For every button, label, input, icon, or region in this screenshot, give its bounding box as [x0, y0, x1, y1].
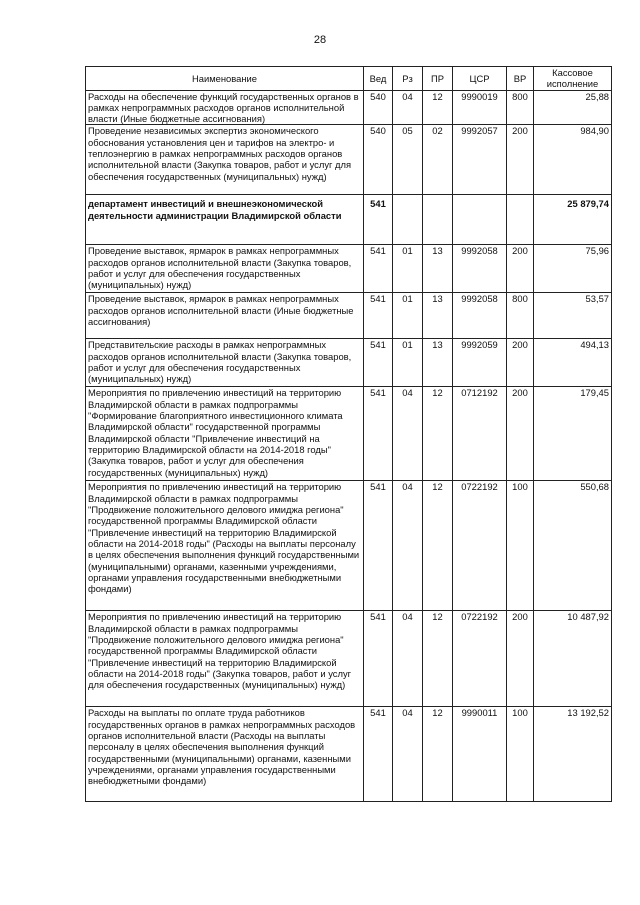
header-ved: Вед — [364, 67, 393, 91]
row-csr: 9992058 — [453, 245, 507, 293]
row-csr: 9992059 — [453, 339, 507, 387]
row-rz: 01 — [393, 293, 423, 339]
row-vr: 200 — [507, 611, 534, 707]
row-rz: 04 — [393, 707, 423, 802]
row-name: Проведение независимых экспертиз экономического обоснования установления цен и тарифов на электро- и теплоэнергию в рамках непрограммных расходов органов исполнительной власти (Закупка товаров, работ и услуг для обеспечения государственных (муниципальных) нужд) — [86, 125, 364, 195]
row-name: Представительские расходы в рамках непрограммных расходов органов исполнительной власти (Закупка товаров, работ и услуг для обеспечения государственных (муниципальных) нужд) — [86, 339, 364, 387]
row-sum: 179,45 — [534, 387, 612, 481]
header-vr: ВР — [507, 67, 534, 91]
table-row — [86, 245, 612, 293]
header-name: Наименование — [86, 67, 364, 91]
row-sum: 25 879,74 — [534, 195, 612, 245]
row-pr: 13 — [423, 293, 453, 339]
row-sum: 53,57 — [534, 293, 612, 339]
row-name: Мероприятия по привлечению инвестиций на территорию Владимирской области в рамках подпрограммы "Продвижение положительного делового имиджа региона" государственной программы Владимирской области "Привлечение инвестиций на территорию Владимирской области на 2014-2018 годы" (Закупка товаров, работ и услуг для обеспечения государственных (муниципальных) нужд) — [86, 611, 364, 707]
row-name: Мероприятия по привлечению инвестиций на территорию Владимирской области в рамках подпрограммы "Формирование благоприятного инвестиционного климата Владимирской области" государственной программы Владимирской области "Привлечение инвестиций на территорию Владимирской области на 2014-2018 годы" (Закупка товаров, работ и услуг для обеспечения государственных (муниципальных) нужд) — [86, 387, 364, 481]
row-ved: 541 — [364, 611, 393, 707]
row-sum: 75,96 — [534, 245, 612, 293]
row-pr: 12 — [423, 611, 453, 707]
row-ved: 541 — [364, 481, 393, 611]
row-pr: 12 — [423, 90, 453, 125]
row-ved: 541 — [364, 339, 393, 387]
table-row-department — [86, 195, 612, 245]
row-pr: 13 — [423, 339, 453, 387]
row-rz: 04 — [393, 90, 423, 125]
budget-table — [85, 66, 612, 802]
row-csr: 9992058 — [453, 293, 507, 339]
row-ved: 541 — [364, 245, 393, 293]
row-rz — [393, 195, 423, 245]
header-pr: ПР — [423, 67, 453, 91]
header-rz: Рз — [393, 67, 423, 91]
table-row — [86, 387, 612, 481]
row-csr: 0722192 — [453, 481, 507, 611]
row-name: департамент инвестиций и внешнеэкономической деятельности администрации Владимирской области — [86, 195, 364, 245]
row-pr: 02 — [423, 125, 453, 195]
table-row — [86, 707, 612, 802]
table-row — [86, 611, 612, 707]
row-rz: 04 — [393, 611, 423, 707]
row-pr: 12 — [423, 707, 453, 802]
table-row — [86, 293, 612, 339]
row-name: Проведение выставок, ярмарок в рамках непрограммных расходов органов исполнительной власти (Закупка товаров, работ и услуг для обеспечения государственных (муниципальных) нужд) — [86, 245, 364, 293]
row-sum: 494,13 — [534, 339, 612, 387]
table-row — [86, 90, 612, 125]
table-row — [86, 481, 612, 611]
row-rz: 04 — [393, 387, 423, 481]
row-vr: 200 — [507, 387, 534, 481]
row-rz: 01 — [393, 245, 423, 293]
row-vr: 800 — [507, 90, 534, 125]
row-csr: 0712192 — [453, 387, 507, 481]
row-ved: 540 — [364, 90, 393, 125]
row-name: Расходы на выплаты по оплате труда работников государственных органов в рамках непрограммных расходов органов исполнительной власти (Расходы на выплаты персоналу в целях обеспечения выполнения функций государственными (муниципальными) органами, казенными учреждениями, органами управления государственными внебюджетными фондами) — [86, 707, 364, 802]
row-sum: 10 487,92 — [534, 611, 612, 707]
row-rz: 01 — [393, 339, 423, 387]
row-sum: 25,88 — [534, 90, 612, 125]
row-vr: 800 — [507, 293, 534, 339]
row-sum: 984,90 — [534, 125, 612, 195]
row-ved: 541 — [364, 195, 393, 245]
row-csr: 9990011 — [453, 707, 507, 802]
row-sum: 13 192,52 — [534, 707, 612, 802]
page-number: 28 — [313, 34, 327, 46]
row-name: Проведение выставок, ярмарок в рамках непрограммных расходов органов исполнительной власти (Иные бюджетные ассигнования) — [86, 293, 364, 339]
row-pr: 13 — [423, 245, 453, 293]
row-ved: 541 — [364, 293, 393, 339]
row-vr: 200 — [507, 245, 534, 293]
header-sum: Кассовое исполнение — [534, 67, 612, 91]
row-vr — [507, 195, 534, 245]
header-csr: ЦСР — [453, 67, 507, 91]
row-pr: 12 — [423, 387, 453, 481]
row-ved: 541 — [364, 387, 393, 481]
row-vr: 200 — [507, 125, 534, 195]
row-pr — [423, 195, 453, 245]
table-row — [86, 339, 612, 387]
row-vr: 200 — [507, 339, 534, 387]
row-pr: 12 — [423, 481, 453, 611]
row-rz: 05 — [393, 125, 423, 195]
row-csr: 0722192 — [453, 611, 507, 707]
row-ved: 540 — [364, 125, 393, 195]
row-csr: 9992057 — [453, 125, 507, 195]
row-ved: 541 — [364, 707, 393, 802]
row-csr: 9990019 — [453, 90, 507, 125]
table-header-row — [86, 67, 612, 91]
row-rz: 04 — [393, 481, 423, 611]
row-name: Расходы на обеспечение функций государственных органов в рамках непрограммных расходов органов исполнительной власти (Иные бюджетные ассигнования) — [86, 90, 364, 125]
row-name: Мероприятия по привлечению инвестиций на территорию Владимирской области в рамках подпрограммы "Продвижение положительного делового имиджа региона" государственной программы Владимирской области "Привлечение инвестиций на территорию Владимирской области на 2014-2018 годы" (Расходы на выплаты персоналу в целях обеспечения выполнения функций государственными (муниципальными) органами, казенными учреждениями, органами управления государственными внебюджетными фондами) — [86, 481, 364, 611]
row-vr: 100 — [507, 707, 534, 802]
row-sum: 550,68 — [534, 481, 612, 611]
row-csr — [453, 195, 507, 245]
table-row — [86, 125, 612, 195]
row-vr: 100 — [507, 481, 534, 611]
